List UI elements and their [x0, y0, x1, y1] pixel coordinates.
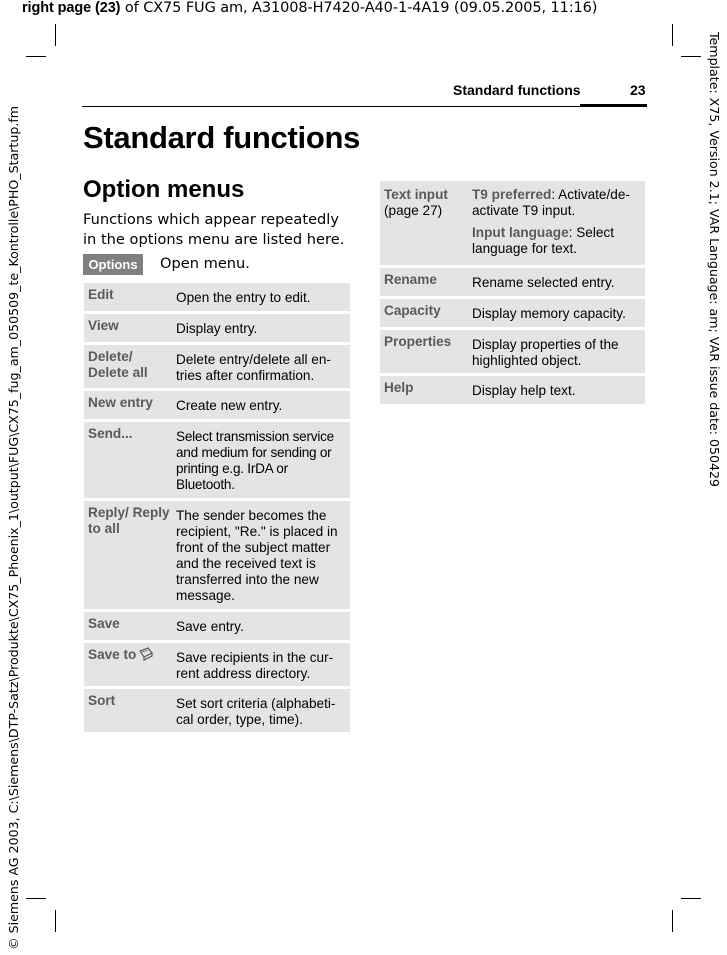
- right-options-table: [380, 181, 645, 407]
- crop-mark: [681, 898, 701, 899]
- header-rule: [82, 106, 647, 107]
- option-description: Display help text.: [472, 383, 576, 398]
- option-name: [380, 181, 472, 265]
- option-name: Delete/ Delete all: [88, 349, 148, 380]
- print-header-rest: of CX75 FUG am, A31008-H7420-A40-1-4A19 (09.05.2005, 11:16): [120, 0, 598, 16]
- option-name: Help: [384, 380, 414, 395]
- option-name: Reply/ Reply to all: [88, 505, 170, 536]
- option-name-text: Text input: [384, 187, 448, 202]
- crop-mark: [681, 56, 701, 57]
- table-row: [380, 376, 645, 404]
- table-row: [84, 501, 350, 609]
- option-name: Save: [88, 616, 120, 631]
- option-description: Save recipients in the cur-rent address directory.: [176, 650, 334, 681]
- option-description: Create new entry.: [176, 398, 283, 413]
- table-row: [84, 643, 350, 686]
- option-description: Open the entry to edit.: [176, 290, 311, 305]
- section-heading: Option menus: [83, 176, 245, 203]
- input-language-text: : Select language for text.: [472, 225, 615, 256]
- crop-mark: [672, 910, 673, 932]
- option-name: Edit: [88, 287, 114, 302]
- options-description: Open menu.: [160, 255, 250, 272]
- option-description: Select transmission service and medium for sending or printing e.g. IrDA or Bluetooth.: [176, 429, 334, 492]
- option-description: Display entry.: [176, 321, 258, 336]
- page-number: 23: [630, 82, 646, 98]
- input-language-paragraph: [472, 225, 641, 257]
- option-name: Sort: [88, 693, 116, 708]
- option-description: [472, 181, 645, 265]
- option-name: Rename: [384, 272, 437, 287]
- table-row: [84, 283, 350, 311]
- crop-mark: [672, 24, 673, 46]
- header-rule-accent: [580, 104, 647, 107]
- option-name: Send...: [88, 426, 133, 441]
- input-language-label: Input language: [472, 225, 569, 240]
- table-row: [84, 391, 350, 419]
- table-row: [84, 689, 350, 732]
- running-head: Standard functions: [453, 82, 581, 98]
- option-name: View: [88, 318, 119, 333]
- table-row: [84, 422, 350, 498]
- address-book-icon: [138, 647, 154, 666]
- option-description: Display properties of the highlighted object.: [472, 337, 619, 368]
- crop-mark: [55, 910, 56, 932]
- left-margin-note: © Siemens AG 2003, C:\Siemens\DTP-Satz\Produkte\CX75_Phoenix_1\output\FUG\CX75_fug_am_050509_te_Kontrolle\PHO_Startup.fm: [6, 105, 21, 950]
- option-name-text: Save to: [88, 647, 137, 662]
- option-description: Display memory capacity.: [472, 306, 626, 321]
- option-description: Save entry.: [176, 619, 244, 634]
- print-header-bold: right page (23): [22, 0, 121, 16]
- page-title: Standard functions: [83, 120, 361, 155]
- page-reference: (page 27): [384, 203, 443, 218]
- option-description: Set sort criteria (alphabeti-cal order, type, time).: [176, 696, 336, 727]
- option-name: [84, 643, 176, 686]
- option-description: The sender becomes the recipient, "Re." is placed in front of the subject matter and the received text is transferred into the new message.: [176, 508, 338, 603]
- table-row: [380, 181, 645, 265]
- t9-label: T9 preferred: [472, 187, 552, 202]
- right-margin-note: Template: X75, Version 2.1; VAR Language: am; VAR issue date: 050429: [707, 32, 722, 488]
- table-row: [84, 314, 350, 342]
- option-description: Rename selected entry.: [472, 275, 615, 290]
- option-name: New entry: [88, 395, 153, 410]
- options-softkey: Options: [83, 254, 143, 275]
- crop-mark: [26, 56, 46, 57]
- left-options-table: [84, 283, 350, 735]
- table-row: [380, 268, 645, 296]
- table-row: [380, 330, 645, 373]
- crop-mark: [55, 24, 56, 46]
- crop-mark: [26, 898, 46, 899]
- option-name: Properties: [384, 334, 452, 349]
- option-name: Capacity: [384, 303, 441, 318]
- t9-paragraph: [472, 187, 641, 219]
- print-header: [22, 0, 597, 16]
- intro-text: Functions which appear repeatedly in the options menu are listed here.: [83, 211, 345, 248]
- option-description: Delete entry/delete all en-tries after confirmation.: [176, 352, 331, 383]
- t9-text: : Activate/de-activate T9 input.: [472, 187, 630, 218]
- table-row: [380, 299, 645, 327]
- table-row: [84, 345, 350, 388]
- table-row: [84, 612, 350, 640]
